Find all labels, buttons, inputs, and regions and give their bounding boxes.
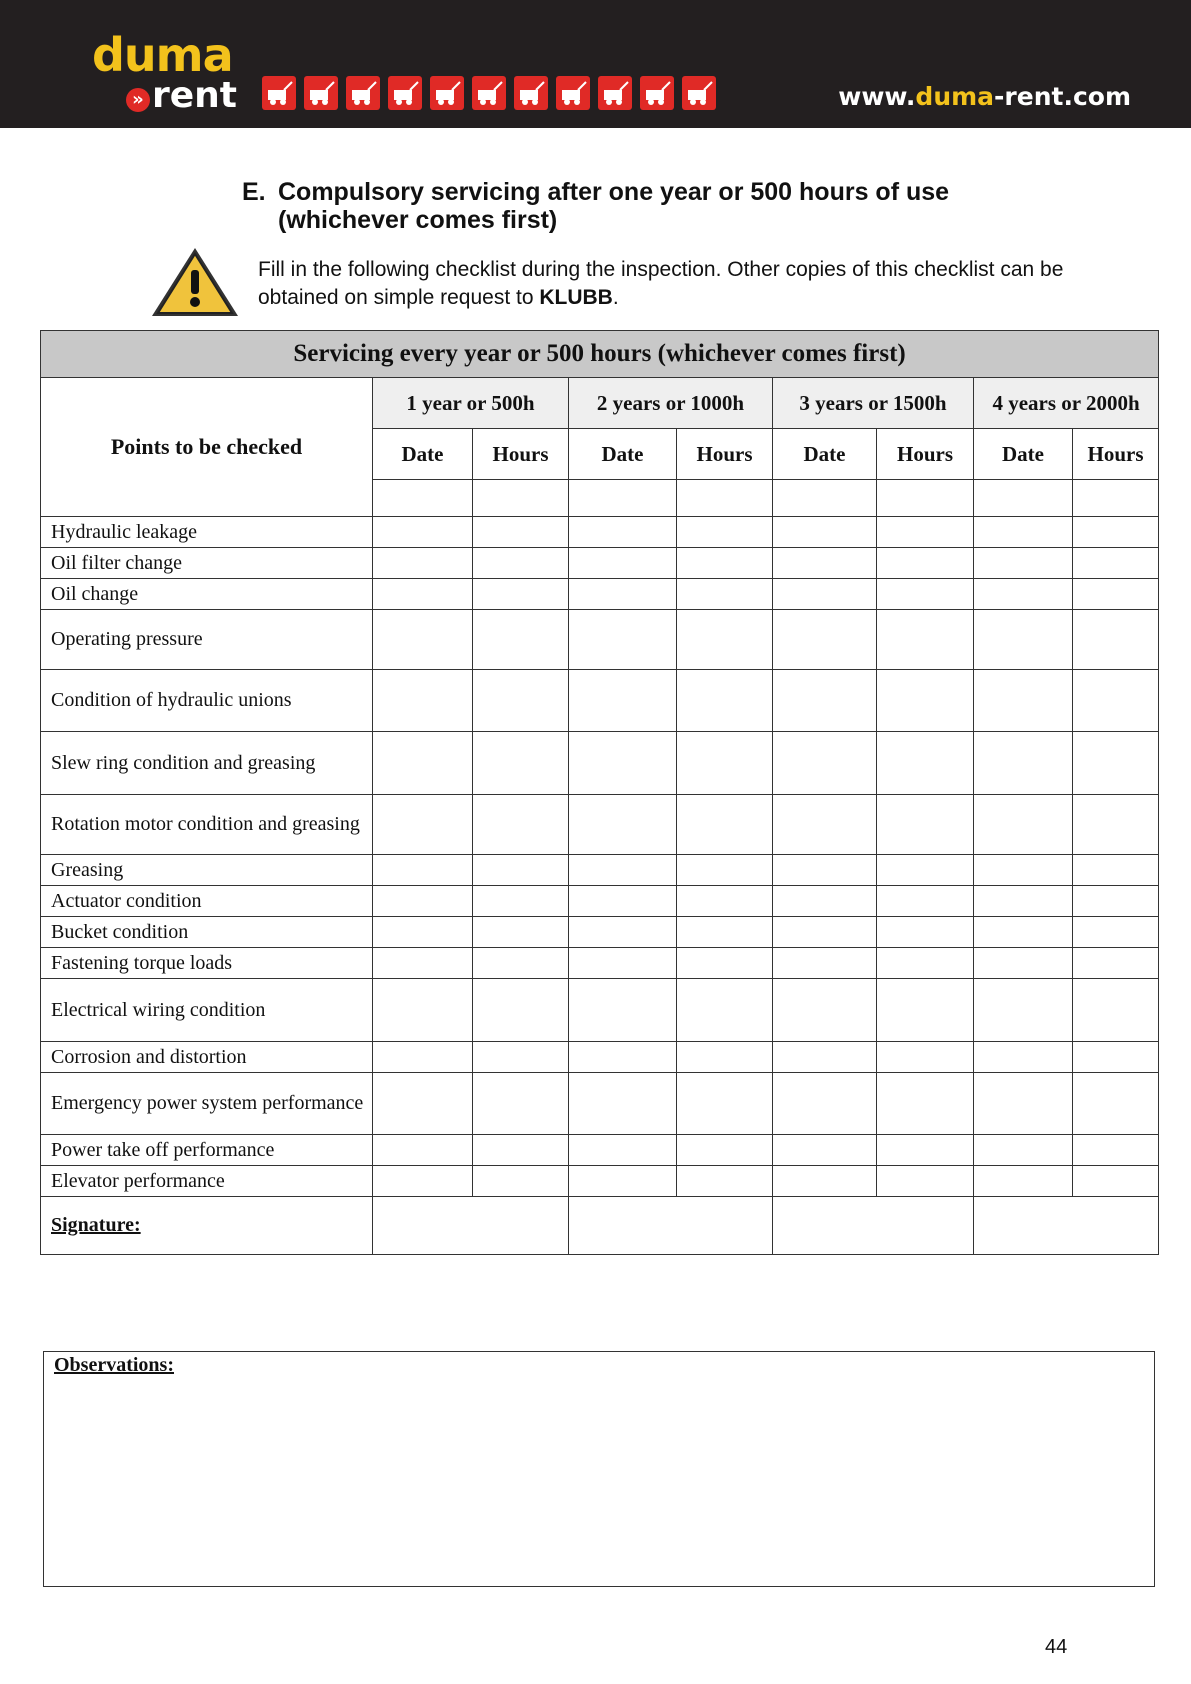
period-header: 3 years or 1500h (773, 378, 974, 429)
header-entry-cell[interactable] (473, 480, 569, 517)
period-header: 4 years or 2000h (974, 378, 1159, 429)
date-column-header: Date (773, 429, 877, 480)
date-entry-cell[interactable] (974, 732, 1073, 795)
hours-entry-cell[interactable] (677, 517, 773, 548)
hours-entry-cell[interactable] (877, 579, 974, 610)
hours-column-header: Hours (1073, 429, 1159, 480)
mini-excavator-icon (388, 76, 422, 110)
boom-lift-icon (640, 76, 674, 110)
header-entry-cell[interactable] (877, 480, 974, 517)
hours-entry-cell[interactable] (1073, 979, 1159, 1042)
date-entry-cell[interactable] (569, 548, 677, 579)
hours-entry-cell[interactable] (677, 855, 773, 886)
aerial-platform-icon (598, 76, 632, 110)
date-entry-cell[interactable] (373, 948, 473, 979)
check-point-label: Corrosion and distortion (41, 1042, 373, 1073)
signature-row (41, 1197, 1159, 1255)
date-entry-cell[interactable] (569, 1166, 677, 1197)
date-entry-cell[interactable] (773, 1166, 877, 1197)
date-entry-cell[interactable] (773, 670, 877, 732)
hours-entry-cell[interactable] (473, 795, 569, 855)
date-entry-cell[interactable] (569, 948, 677, 979)
page-header (0, 0, 1191, 128)
check-point-label: Condition of hydraulic unions (41, 670, 373, 732)
table-row (41, 548, 1159, 579)
date-entry-cell[interactable] (773, 732, 877, 795)
hours-entry-cell[interactable] (877, 670, 974, 732)
klubb-name: KLUBB (539, 286, 613, 309)
machine-icons-strip (262, 76, 724, 110)
date-entry-cell[interactable] (773, 917, 877, 948)
date-entry-cell[interactable] (373, 1073, 473, 1135)
hours-entry-cell[interactable] (473, 732, 569, 795)
hours-entry-cell[interactable] (677, 795, 773, 855)
date-column-header: Date (974, 429, 1073, 480)
date-entry-cell[interactable] (373, 548, 473, 579)
hours-entry-cell[interactable] (473, 1135, 569, 1166)
date-entry-cell[interactable] (373, 517, 473, 548)
date-entry-cell[interactable] (569, 579, 677, 610)
date-entry-cell[interactable] (569, 670, 677, 732)
date-entry-cell[interactable] (974, 886, 1073, 917)
hours-entry-cell[interactable] (877, 917, 974, 948)
date-entry-cell[interactable] (974, 948, 1073, 979)
hours-entry-cell[interactable] (677, 548, 773, 579)
date-entry-cell[interactable] (974, 1073, 1073, 1135)
hours-entry-cell[interactable] (1073, 579, 1159, 610)
date-entry-cell[interactable] (373, 1166, 473, 1197)
signature-entry-cell[interactable] (569, 1197, 773, 1255)
date-entry-cell[interactable] (373, 1042, 473, 1073)
page-number: 44 (1045, 1636, 1068, 1658)
table-row (41, 886, 1159, 917)
table-row (41, 1042, 1159, 1073)
date-entry-cell[interactable] (974, 517, 1073, 548)
check-point-label: Rotation motor condition and greasing (41, 795, 373, 855)
date-entry-cell[interactable] (373, 670, 473, 732)
backhoe-icon (556, 76, 590, 110)
hours-entry-cell[interactable] (677, 1042, 773, 1073)
hours-entry-cell[interactable] (877, 548, 974, 579)
intro-paragraph: Fill in the following checklist during the inspection. Other copies of this checklist can be obtained on simple request to KLUBB. (258, 258, 1064, 309)
observations-label: Observations: (54, 1354, 174, 1376)
date-entry-cell[interactable] (974, 1166, 1073, 1197)
date-entry-cell[interactable] (569, 917, 677, 948)
hours-entry-cell[interactable] (473, 917, 569, 948)
check-point-label: Hydraulic leakage (41, 517, 373, 548)
scissor-lift-icon (682, 76, 716, 110)
date-entry-cell[interactable] (773, 795, 877, 855)
hours-entry-cell[interactable] (877, 1166, 974, 1197)
logo-chevron-icon: » (126, 88, 150, 112)
date-entry-cell[interactable] (569, 610, 677, 670)
compactor-icon (346, 76, 380, 110)
date-entry-cell[interactable] (569, 979, 677, 1042)
table-row (41, 732, 1159, 795)
date-entry-cell[interactable] (773, 610, 877, 670)
hours-entry-cell[interactable] (1073, 610, 1159, 670)
hours-entry-cell[interactable] (1073, 1135, 1159, 1166)
check-point-label: Bucket condition (41, 917, 373, 948)
hours-entry-cell[interactable] (1073, 1166, 1159, 1197)
date-column-header: Date (569, 429, 677, 480)
section-title-line2: (whichever comes first) (278, 206, 558, 234)
date-entry-cell[interactable] (569, 886, 677, 917)
hours-entry-cell[interactable] (473, 517, 569, 548)
date-entry-cell[interactable] (974, 979, 1073, 1042)
hours-entry-cell[interactable] (473, 1166, 569, 1197)
website-url: www.duma-rent.com (838, 82, 1131, 111)
hours-entry-cell[interactable] (677, 979, 773, 1042)
loader-icon (430, 76, 464, 110)
date-entry-cell[interactable] (373, 886, 473, 917)
hours-entry-cell[interactable] (473, 1073, 569, 1135)
check-point-label: Elevator performance (41, 1166, 373, 1197)
header-entry-cell[interactable] (373, 480, 473, 517)
period-header: 1 year or 500h (373, 378, 569, 429)
date-entry-cell[interactable] (569, 1073, 677, 1135)
header-entry-cell[interactable] (974, 480, 1073, 517)
table-row (41, 517, 1159, 548)
hours-entry-cell[interactable] (473, 610, 569, 670)
hours-entry-cell[interactable] (473, 855, 569, 886)
table-row (41, 948, 1159, 979)
hours-column-header: Hours (677, 429, 773, 480)
duma-rent-logo (92, 28, 242, 120)
hours-entry-cell[interactable] (677, 670, 773, 732)
hours-entry-cell[interactable] (877, 1042, 974, 1073)
check-point-label: Oil filter change (41, 548, 373, 579)
signature-entry-cell[interactable] (974, 1197, 1159, 1255)
date-entry-cell[interactable] (974, 610, 1073, 670)
date-entry-cell[interactable] (373, 979, 473, 1042)
date-entry-cell[interactable] (773, 1073, 877, 1135)
hours-entry-cell[interactable] (677, 1135, 773, 1166)
hours-entry-cell[interactable] (877, 1135, 974, 1166)
hours-entry-cell[interactable] (877, 855, 974, 886)
hours-entry-cell[interactable] (473, 1042, 569, 1073)
dumper-icon (472, 76, 506, 110)
hours-entry-cell[interactable] (1073, 670, 1159, 732)
hours-entry-cell[interactable] (677, 948, 773, 979)
hours-entry-cell[interactable] (1073, 855, 1159, 886)
hours-entry-cell[interactable] (473, 548, 569, 579)
hours-entry-cell[interactable] (1073, 795, 1159, 855)
date-entry-cell[interactable] (974, 1135, 1073, 1166)
hours-entry-cell[interactable] (473, 886, 569, 917)
date-entry-cell[interactable] (373, 855, 473, 886)
table-row (41, 979, 1159, 1042)
date-column-header: Date (373, 429, 473, 480)
hours-entry-cell[interactable] (1073, 517, 1159, 548)
date-entry-cell[interactable] (373, 579, 473, 610)
hours-entry-cell[interactable] (1073, 732, 1159, 795)
logo-rent-text: rent (152, 75, 238, 116)
hours-entry-cell[interactable] (877, 979, 974, 1042)
date-entry-cell[interactable] (569, 732, 677, 795)
date-entry-cell[interactable] (974, 855, 1073, 886)
date-entry-cell[interactable] (974, 579, 1073, 610)
date-entry-cell[interactable] (569, 1135, 677, 1166)
logo-duma-text: duma (92, 28, 233, 82)
check-point-label: Operating pressure (41, 610, 373, 670)
hours-entry-cell[interactable] (877, 1073, 974, 1135)
excavator-icon (262, 76, 296, 110)
date-entry-cell[interactable] (974, 795, 1073, 855)
header-entry-cell[interactable] (569, 480, 677, 517)
points-to-be-checked-header: Points to be checked (41, 378, 373, 517)
hours-entry-cell[interactable] (473, 670, 569, 732)
section-title-line1: Compulsory servicing after one year or 500 hours of use (278, 178, 950, 206)
hours-entry-cell[interactable] (877, 948, 974, 979)
table-row (41, 1073, 1159, 1135)
date-entry-cell[interactable] (373, 610, 473, 670)
date-entry-cell[interactable] (773, 979, 877, 1042)
hours-entry-cell[interactable] (877, 795, 974, 855)
hours-entry-cell[interactable] (1073, 886, 1159, 917)
signature-label: Signature: (41, 1197, 373, 1255)
table-row (41, 579, 1159, 610)
hours-entry-cell[interactable] (677, 732, 773, 795)
hours-entry-cell[interactable] (677, 917, 773, 948)
date-entry-cell[interactable] (569, 855, 677, 886)
date-entry-cell[interactable] (773, 886, 877, 917)
table-row (41, 1135, 1159, 1166)
hours-entry-cell[interactable] (677, 886, 773, 917)
date-entry-cell[interactable] (773, 548, 877, 579)
hours-entry-cell[interactable] (1073, 948, 1159, 979)
signature-entry-cell[interactable] (773, 1197, 974, 1255)
observations-box[interactable] (43, 1351, 1155, 1587)
date-entry-cell[interactable] (773, 1042, 877, 1073)
date-entry-cell[interactable] (373, 1135, 473, 1166)
date-entry-cell[interactable] (974, 917, 1073, 948)
date-entry-cell[interactable] (773, 855, 877, 886)
check-point-label: Actuator condition (41, 886, 373, 917)
servicing-checklist-table (40, 330, 1159, 1255)
table-row (41, 610, 1159, 670)
section-letter: E. (242, 178, 266, 206)
table-row (41, 917, 1159, 948)
date-entry-cell[interactable] (974, 670, 1073, 732)
hours-entry-cell[interactable] (877, 517, 974, 548)
check-point-label: Power take off performance (41, 1135, 373, 1166)
signature-entry-cell[interactable] (373, 1197, 569, 1255)
date-entry-cell[interactable] (974, 548, 1073, 579)
date-entry-cell[interactable] (569, 795, 677, 855)
hours-entry-cell[interactable] (677, 610, 773, 670)
hours-entry-cell[interactable] (1073, 548, 1159, 579)
check-point-label: Oil change (41, 579, 373, 610)
hours-entry-cell[interactable] (1073, 1073, 1159, 1135)
hours-entry-cell[interactable] (677, 1073, 773, 1135)
table-row (41, 1166, 1159, 1197)
check-point-label: Slew ring condition and greasing (41, 732, 373, 795)
header-entry-cell[interactable] (677, 480, 773, 517)
hours-entry-cell[interactable] (473, 948, 569, 979)
hours-column-header: Hours (473, 429, 569, 480)
date-entry-cell[interactable] (569, 517, 677, 548)
check-point-label: Fastening torque loads (41, 948, 373, 979)
hours-entry-cell[interactable] (877, 610, 974, 670)
hours-entry-cell[interactable] (877, 886, 974, 917)
hours-entry-cell[interactable] (1073, 1042, 1159, 1073)
date-entry-cell[interactable] (773, 517, 877, 548)
check-point-label: Emergency power system performance (41, 1073, 373, 1135)
check-point-label: Electrical wiring condition (41, 979, 373, 1042)
date-entry-cell[interactable] (773, 579, 877, 610)
table-title: Servicing every year or 500 hours (whichever comes first) (41, 331, 1159, 378)
date-entry-cell[interactable] (773, 1135, 877, 1166)
table-row (41, 795, 1159, 855)
header-entry-cell[interactable] (1073, 480, 1159, 517)
date-entry-cell[interactable] (773, 948, 877, 979)
hours-entry-cell[interactable] (473, 579, 569, 610)
period-header: 2 years or 1000h (569, 378, 773, 429)
header-entry-cell[interactable] (773, 480, 877, 517)
table-row (41, 855, 1159, 886)
hours-entry-cell[interactable] (473, 979, 569, 1042)
hours-entry-cell[interactable] (877, 732, 974, 795)
table-row (41, 670, 1159, 732)
hours-entry-cell[interactable] (677, 1166, 773, 1197)
hours-column-header: Hours (877, 429, 974, 480)
date-entry-cell[interactable] (373, 732, 473, 795)
date-entry-cell[interactable] (569, 1042, 677, 1073)
crane-truck-icon (514, 76, 548, 110)
warning-icon (148, 244, 242, 320)
check-point-label: Greasing (41, 855, 373, 886)
date-entry-cell[interactable] (974, 1042, 1073, 1073)
forklift-icon (304, 76, 338, 110)
date-entry-cell[interactable] (373, 795, 473, 855)
hours-entry-cell[interactable] (1073, 917, 1159, 948)
hours-entry-cell[interactable] (677, 579, 773, 610)
date-entry-cell[interactable] (373, 917, 473, 948)
